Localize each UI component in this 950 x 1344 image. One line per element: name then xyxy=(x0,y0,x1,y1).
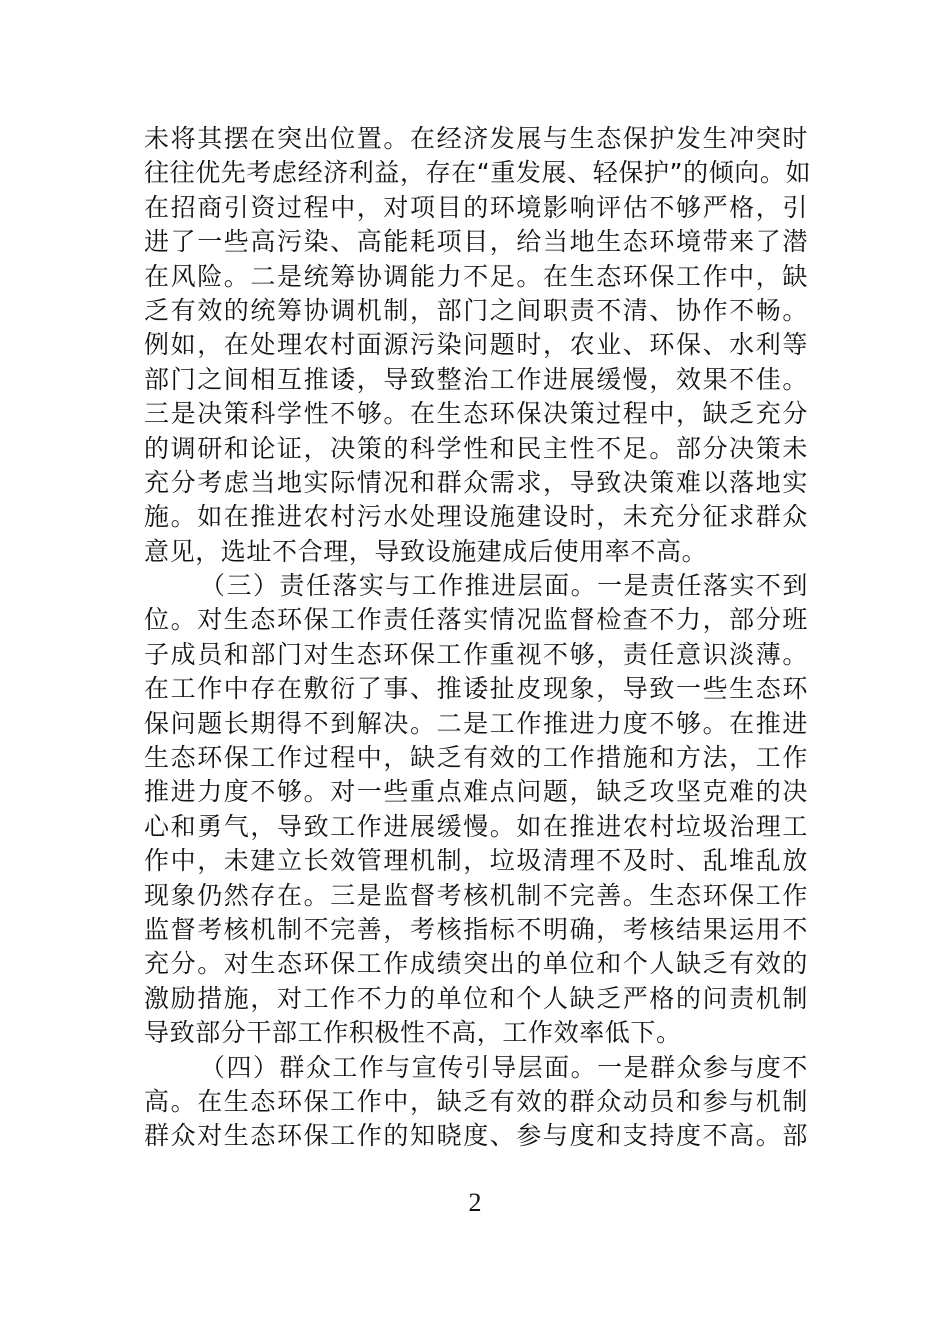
text-line: 推进力度不够。对一些重点难点问题，缺乏攻坚克难的决 xyxy=(144,777,808,807)
text-line: 在招商引资过程中，对项目的环境影响评估不够严格，引 xyxy=(144,192,808,222)
text-line: 意见，选址不合理，导致设施建成后使用率不高。 xyxy=(144,536,708,566)
section-heading-line: （三）责任落实与工作推进层面。一是责任落实不到 xyxy=(200,571,808,601)
text-line: 保问题长期得不到解决。二是工作推进力度不够。在推进 xyxy=(144,708,808,738)
text-line: 子成员和部门对生态环保工作重视不够，责任意识淡薄。 xyxy=(144,639,808,669)
text-line: 乏有效的统筹协调机制，部门之间职责不清、协作不畅。 xyxy=(144,295,808,325)
text-line: 导致部分干部工作积极性不高，工作效率低下。 xyxy=(144,1018,682,1048)
text-line: 激励措施，对工作不力的单位和个人缺乏严格的问责机制 xyxy=(144,983,808,1013)
text-line: 充分考虑当地实际情况和群众需求，导致决策难以落地实 xyxy=(144,467,808,497)
text-line: 进了一些高污染、高能耗项目，给当地生态环境带来了潜 xyxy=(144,227,808,257)
text-line: 未将其摆在突出位置。在经济发展与生态保护发生冲突时 xyxy=(144,124,808,153)
text-line: 现象仍然存在。三是监督考核机制不完善。生态环保工作 xyxy=(144,880,808,910)
text-line: 在风险。二是统筹协调能力不足。在生态环保工作中，缺 xyxy=(144,261,808,291)
text-line: 生态环保工作过程中，缺乏有效的工作措施和方法，工作 xyxy=(144,743,808,773)
section-heading-line: （四）群众工作与宣传引导层面。一是群众参与度不 xyxy=(200,1052,808,1082)
text-line: 例如，在处理农村面源污染问题时，农业、环保、水利等 xyxy=(144,330,808,360)
text-line: 施。如在推进农村污水处理设施建设时，未充分征求群众 xyxy=(144,502,808,532)
text-line: 作中，未建立长效管理机制，垃圾清理不及时、乱堆乱放 xyxy=(144,846,808,876)
text-line: 部门之间相互推诿，导致整治工作进展缓慢，效果不佳。 xyxy=(144,364,808,394)
text-line: 的调研和论证，决策的科学性和民主性不足。部分决策未 xyxy=(144,433,808,463)
text-line: 监督考核机制不完善，考核指标不明确，考核结果运用不 xyxy=(144,914,808,944)
text-line: 心和勇气，导致工作进展缓慢。如在推进农村垃圾治理工 xyxy=(144,811,808,841)
text-line: 充分。对生态环保工作成绩突出的单位和个人缺乏有效的 xyxy=(144,949,808,979)
body-text xyxy=(144,122,812,1154)
text-line: 位。对生态环保工作责任落实情况监督检查不力，部分班 xyxy=(144,605,808,635)
text-line: 在工作中存在敷衍了事、推诿扯皮现象，导致一些生态环 xyxy=(144,674,808,704)
text-line: 群众对生态环保工作的知晓度、参与度和支持度不高。部 xyxy=(144,1121,808,1151)
text-line: 三是决策科学性不够。在生态环保决策过程中，缺乏充分 xyxy=(144,399,808,429)
text-line: 高。在生态环保工作中，缺乏有效的群众动员和参与机制 xyxy=(144,1086,808,1116)
text-line: 往往优先考虑经济利益，存在“重发展、轻保护”的倾向。如 xyxy=(144,158,812,188)
page-number: 2 xyxy=(468,1188,482,1217)
